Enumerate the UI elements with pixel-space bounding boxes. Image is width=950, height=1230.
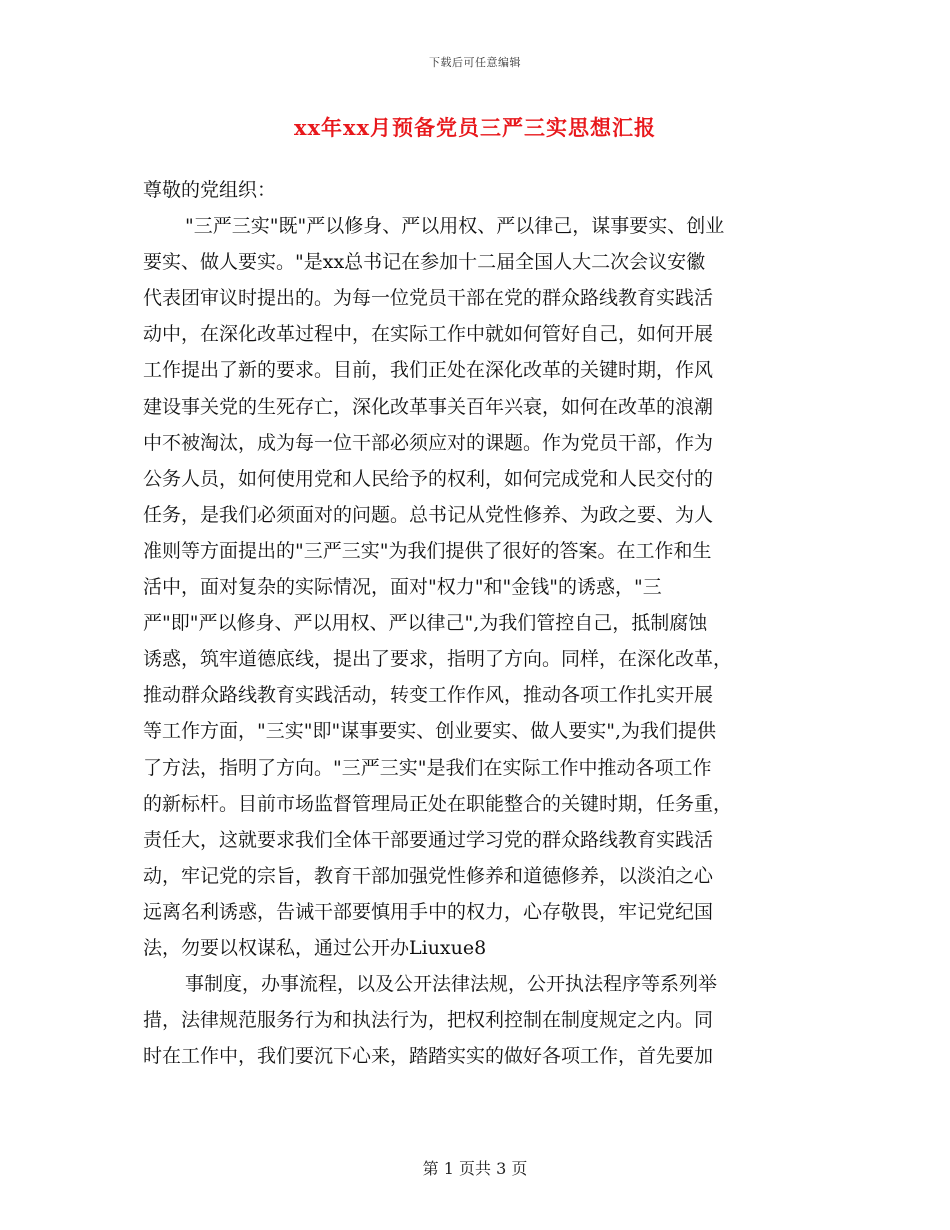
paragraph-line: 等工作方面，"三实"即"谋事要实、创业要实、做人要实",为我们提供 [143,720,716,743]
paragraph-line: 诱惑，筑牢道德底线，提出了要求，指明了方向。同样，在深化改革， [143,648,733,671]
paragraph-line: 了方法，指明了方向。"三严三实"是我们在实际工作中推动各项工作 [143,756,712,779]
page-header-note: 下载后可任意编辑 [429,56,521,69]
document-title: xx年xx月预备党员三严三实思想汇报 [293,115,657,140]
paragraph-line: 动，牢记党的宗旨，教育干部加强党性修养和道德修养，以淡泊之心 [143,864,714,887]
paragraph-line: 建设事关党的生死存亡，深化改革事关百年兴衰，如何在改革的浪潮 [143,395,714,418]
paragraph-line: 中不被淘汰，成为每一位干部必须应对的课题。作为党员干部，作为 [143,431,714,454]
paragraph-line: 远离名利诱惑，告诫干部要慎用手中的权力，心存敬畏，牢记党纪国 [143,900,714,923]
salutation: 尊敬的党组织： [143,179,277,201]
page-number: 第 1 页共 3 页 [422,1159,528,1178]
paragraph-line: 推动群众路线教育实践活动，转变工作作风，推动各项工作扎实开展 [143,684,714,707]
paragraph-line: "三严三实"既"严以修身、严以用权、严以律己，谋事要实、创业 [185,215,725,238]
paragraph-line: 工作提出了新的要求。目前，我们正处在深化改革的关键时期，作风 [143,359,714,382]
paragraph-line: 动中，在深化改革过程中，在实际工作中就如何管好自己，如何开展 [143,323,714,346]
paragraph-line: 措，法律规范服务行为和执法行为，把权利控制在制度规定之内。同 [143,1009,714,1032]
paragraph-line: 事制度，办事流程，以及公开法律法规，公开执法程序等系列举 [185,973,718,996]
paragraph-line: 责任大，这就要求我们全体干部要通过学习党的群众路线教育实践活 [143,828,714,851]
paragraph-line: 严"即"严以修身、严以用权、严以律己",为我们管控自己，抵制腐蚀 [143,612,708,635]
paragraph-line: 代表团审议时提出的。为每一位党员干部在党的群众路线教育实践活 [143,287,714,310]
paragraph-line: 准则等方面提出的"三严三实"为我们提供了很好的答案。在工作和生 [143,539,712,562]
document-body [143,172,808,1074]
paragraph-line: 公务人员，如何使用党和人民给予的权利，如何完成党和人民交付的 [143,467,714,490]
paragraph-line: 活中，面对复杂的实际情况，面对"权力"和"金钱"的诱惑，"三 [143,576,662,599]
paragraph-line: 任务，是我们必须面对的问题。总书记从党性修养、为政之要、为人 [143,503,714,526]
paragraph-line: 的新标杆。目前市场监督管理局正处在职能整合的关键时期，任务重， [143,792,733,815]
paragraph-line: 法，勿要以权谋私，通过公开办Liuxue8 [143,936,487,959]
paragraph-line: 时在工作中，我们要沉下心来，踏踏实实的做好各项工作，首先要加 [143,1045,714,1068]
paragraph-line: 要实、做人要实。"是xx总书记在参加十二届全国人大二次会议安徽 [143,251,706,274]
